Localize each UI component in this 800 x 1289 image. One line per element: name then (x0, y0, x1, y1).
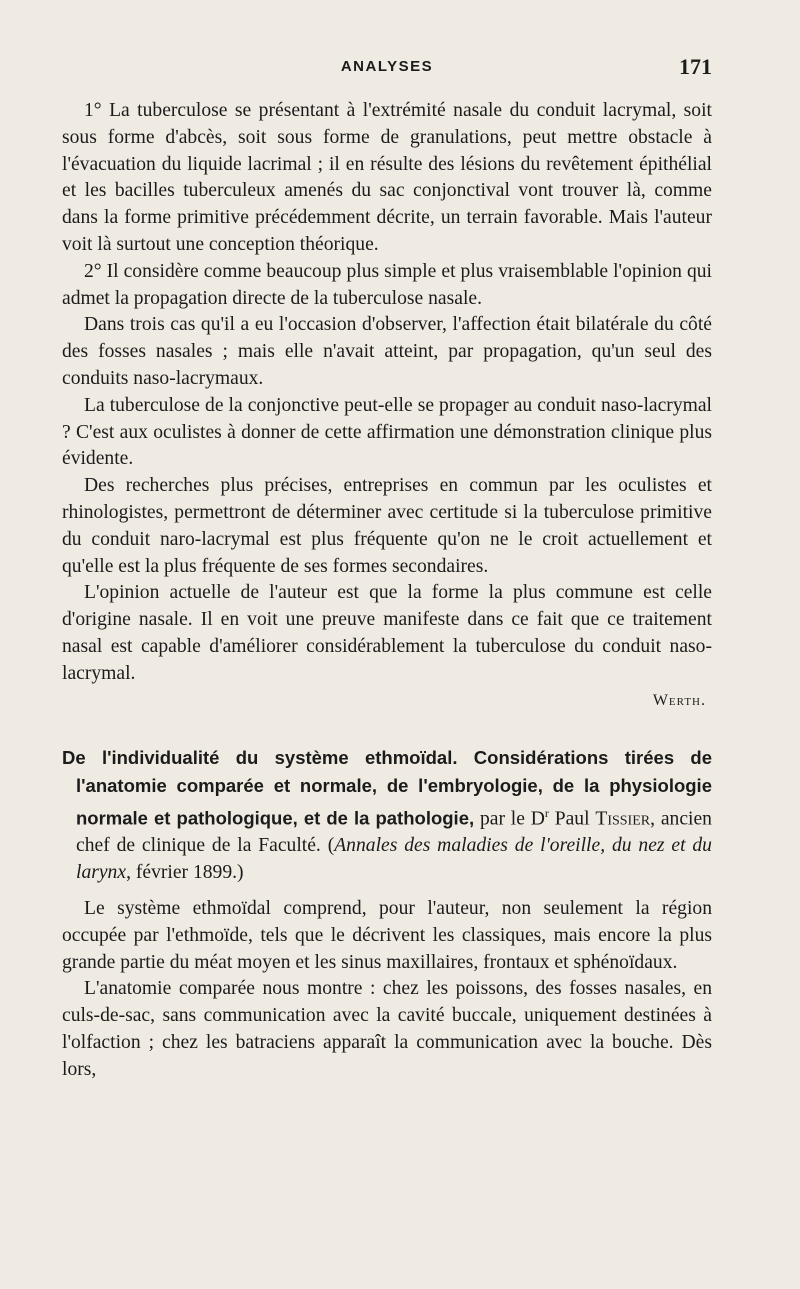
review-werth (62, 98, 712, 714)
article-heading (62, 744, 712, 887)
page-number: 171 (679, 54, 712, 79)
review-tissier (62, 896, 712, 1084)
paragraph: 1° La tuberculose se présentant à l'extrémité nasale du conduit lacrymal, soit sous forme d'abcès, soit sous forme de granulations, peut mettre obstacle à l'évacuation du liquide lacrimal ; il en résulte des lésions du revêtement épithélial et les bacilles tuberculeux amenés du sac conjonctival vont trouver là, comme dans la forme primitive précédemment décrite, un terrain favorable. Mais l'auteur voit là surtout une conception théorique. (62, 100, 712, 255)
author-first-name: Paul (554, 808, 590, 830)
article-title: De l'individualité du système ethmoïdal. Considérations tirées de l'anatomie comparée et normale, de l'embryologie, de la physiologie normale et pathologique, et de la pathologie, (62, 746, 712, 829)
author-last-name: Tissier (595, 808, 651, 830)
citation-date: , février 1899.) (126, 862, 244, 884)
paragraph: La tuberculose de la conjonctive peut-elle se propager au conduit naso-lacrymal ? C'est aux oculistes à donner de cette affirmation une démonstration clinique plus évidente. (62, 394, 712, 470)
paragraph: Des recherches plus précises, entreprises en commun par les oculistes et rhinologistes, permettront de déterminer avec certitude si la tuberculose primitive du conduit naro-lacrymal est plus fréquente qu'on ne le croit actuellement et qu'elle est la plus fréquente de ses formes secondaires. (62, 475, 712, 577)
author-affiliation: , ancien chef de clinique de la Faculté. (76, 808, 712, 857)
author-prefix: par le D (479, 808, 545, 830)
section-title: ANALYSES (340, 58, 434, 75)
paragraph: L'opinion actuelle de l'auteur est que la forme la plus commune est celle d'origine nasale. Il en voit une preuve manifeste dans ce fait que ce traitement nasal est capable d'améliorer considérablement la tuberculose du conduit naso-lacrymal. (62, 582, 712, 684)
paragraph: 2° Il considère comme beaucoup plus simple et plus vraisemblable l'opinion qui admet la propagation directe de la tuberculose nasale. (62, 260, 712, 309)
reviewer-signature: Werth. (652, 691, 706, 709)
author-title-sup: r (544, 805, 549, 820)
paragraph: L'anatomie comparée nous montre : chez les poissons, des fosses nasales, en culs-de-sac, sans communication avec la cavité buccale, uniquement destinées à l'olfaction ; chez les batraciens apparaît la communication avec la bouche. Dès lors, (62, 978, 712, 1080)
running-head (62, 52, 712, 88)
journal-title: Annales des maladies de l'oreille, du nez et du larynx (76, 835, 712, 884)
paragraph: Le système ethmoïdal comprend, pour l'auteur, non seulement la région occupée par l'ethmoïde, tels que le décrivent les classiques, mais encore la plus grande partie du méat moyen et les sinus maxillaires, frontaux et sphénoïdaux. (62, 898, 712, 973)
citation-open: ( (327, 835, 335, 857)
paragraph: Dans trois cas qu'il a eu l'occasion d'observer, l'affection était bilatérale du côté des fosses nasales ; mais elle n'avait atteint, par propagation, qu'un seul des conduits naso-lacrymaux. (62, 314, 712, 389)
